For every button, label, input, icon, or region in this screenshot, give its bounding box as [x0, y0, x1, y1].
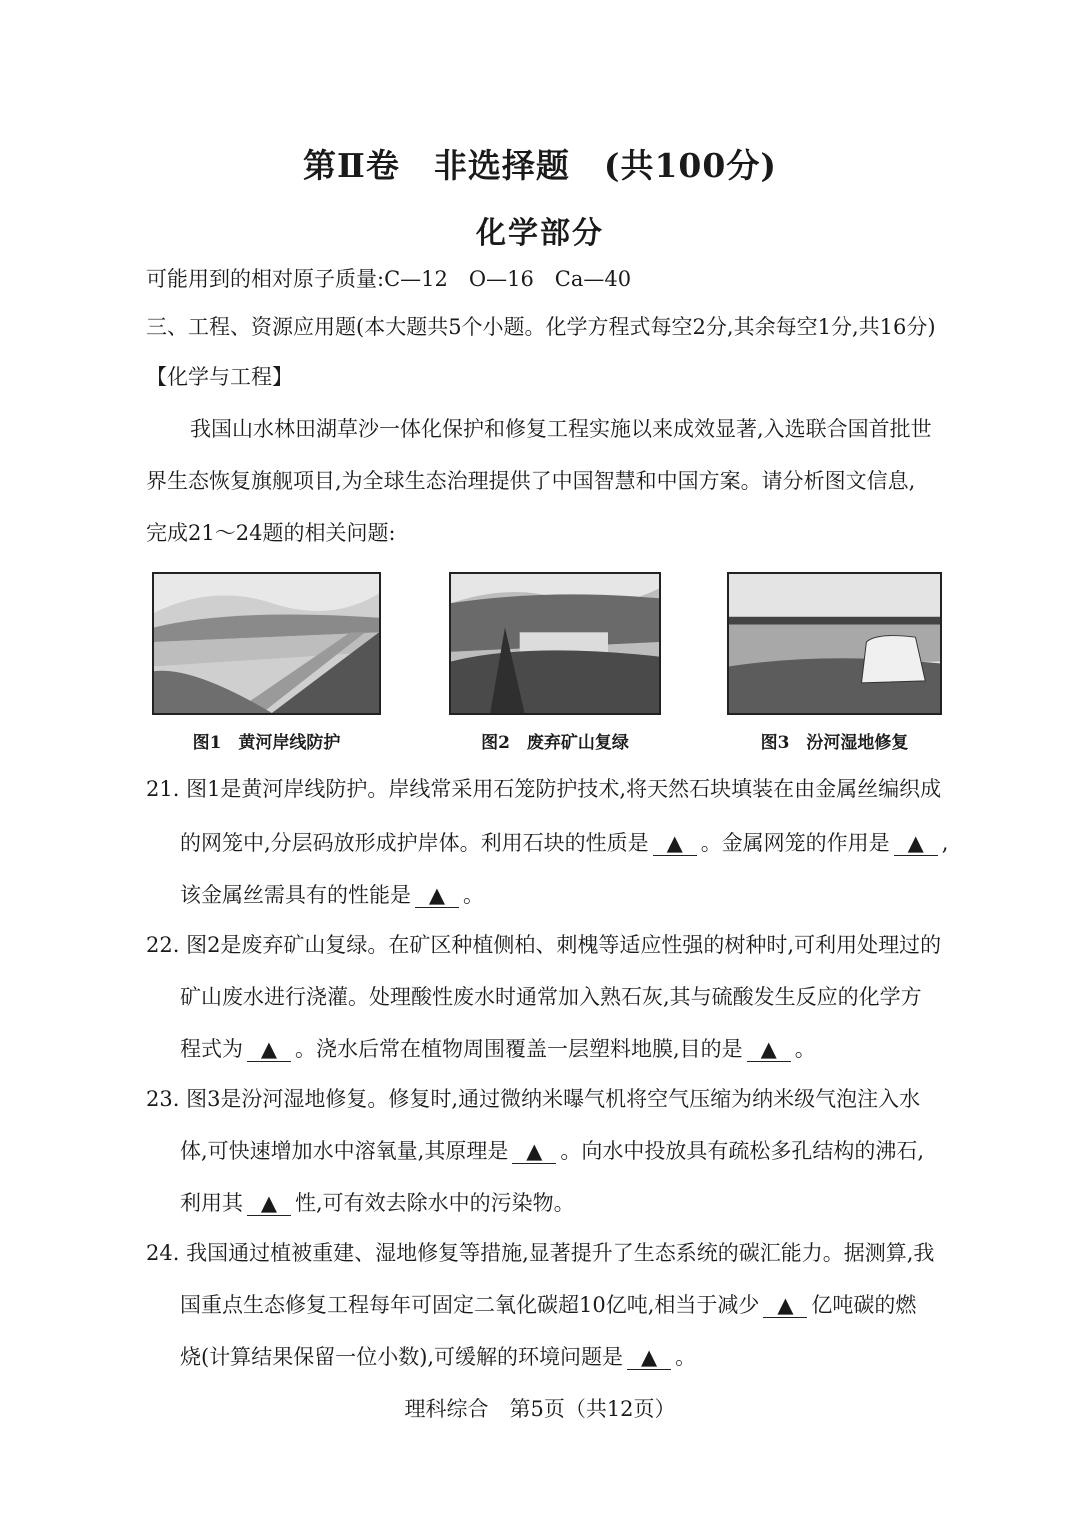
q22-line-3: 程式为 ▲ 。浇水后常在植物周围覆盖一层塑料地膜,目的是 ▲ 。 — [180, 1037, 816, 1061]
answer-blank[interactable]: ▲ — [763, 1293, 807, 1318]
wetland-photo-icon — [729, 574, 940, 713]
riverbank-photo-icon — [154, 574, 379, 713]
intro-line-1: 我国山水林田湖草沙一体化保护和修复工程实施以来成效显著,入选联合国首批世 — [190, 417, 932, 441]
q24-line-3: 烧(计算结果保留一位小数),可缓解的环境问题是 ▲ 。 — [180, 1345, 697, 1369]
paper-title: 第Ⅱ卷 非选择题 (共100分) — [303, 146, 777, 185]
q22-line-2: 矿山废水进行浇灌。处理酸性废水时通常加入熟石灰,其与硫酸发生反应的化学方 — [180, 985, 922, 1009]
figure-1-caption: 图1 黄河岸线防护 — [192, 733, 341, 753]
page-footer: 理科综合 第5页（共12页） — [404, 1397, 676, 1421]
q24-line-1: 24. 我国通过植被重建、湿地修复等措施,显著提升了生态系统的碳汇能力。据测算,我 — [146, 1241, 935, 1265]
q21-line-2: 的网笼中,分层码放形成护岸体。利用石块的性质是 ▲ 。金属网笼的作用是 ▲ , — [180, 831, 949, 855]
answer-blank[interactable]: ▲ — [247, 1191, 291, 1216]
answer-blank[interactable]: ▲ — [247, 1037, 291, 1062]
answer-blank[interactable]: ▲ — [894, 831, 938, 856]
figure-2-mine-photo — [449, 572, 661, 715]
part-heading: 三、工程、资源应用题(本大题共5个小题。化学方程式每空2分,其余每空1分,共16分) — [146, 315, 936, 339]
q21-line-3: 该金属丝需具有的性能是 ▲ 。 — [180, 883, 484, 907]
q23-line-2: 体,可快速增加水中溶氧量,其原理是 ▲ 。向水中投放具有疏松多孔结构的沸石, — [180, 1139, 925, 1163]
answer-blank[interactable]: ▲ — [747, 1037, 791, 1062]
intro-line-3: 完成21～24题的相关问题: — [146, 521, 396, 545]
answer-blank[interactable]: ▲ — [512, 1139, 556, 1164]
answer-blank[interactable]: ▲ — [653, 831, 697, 856]
topic-tag: 【化学与工程】 — [146, 365, 293, 389]
figure-3-caption: 图3 汾河湿地修复 — [760, 733, 909, 753]
answer-blank[interactable]: ▲ — [627, 1345, 671, 1370]
figure-3-wetland-photo — [727, 572, 942, 715]
answer-blank[interactable]: ▲ — [415, 883, 459, 908]
intro-line-2: 界生态恢复旗舰项目,为全球生态治理提供了中国智慧和中国方案。请分析图文信息, — [146, 469, 916, 493]
section-title: 化学部分 — [476, 216, 604, 251]
atomic-mass-line: 可能用到的相对原子质量:C—12 O—16 Ca—40 — [146, 267, 632, 291]
q21-line-1: 21. 图1是黄河岸线防护。岸线常采用石笼防护技术,将天然石块填装在由金属丝编织成 — [146, 777, 942, 801]
q23-line-3: 利用其 ▲ 性,可有效去除水中的污染物。 — [180, 1191, 575, 1215]
q23-line-1: 23. 图3是汾河湿地修复。修复时,通过微纳米曝气机将空气压缩为纳米级气泡注入水 — [146, 1087, 921, 1111]
mine-greening-photo-icon — [451, 574, 659, 713]
q24-line-2: 国重点生态修复工程每年可固定二氧化碳超10亿吨,相当于减少 ▲ 亿吨碳的燃 — [180, 1293, 917, 1317]
figure-1-riverbank-photo — [152, 572, 381, 715]
q22-line-1: 22. 图2是废弃矿山复绿。在矿区种植侧柏、刺槐等适应性强的树种时,可利用处理过的 — [146, 933, 942, 957]
figure-2-caption: 图2 废弃矿山复绿 — [481, 733, 629, 753]
